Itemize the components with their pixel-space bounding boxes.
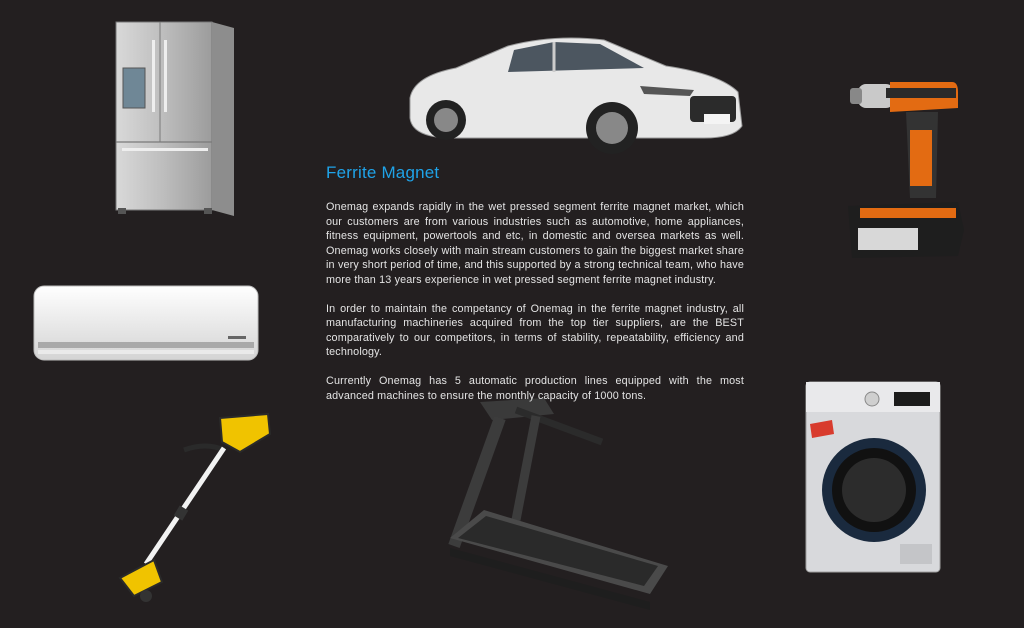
washing-machine-image	[804, 380, 942, 574]
refrigerator-image	[114, 18, 238, 218]
car-image	[404, 34, 746, 160]
air-conditioner-image	[32, 284, 260, 364]
section-title: Ferrite Magnet	[326, 163, 440, 182]
treadmill-image	[444, 398, 672, 610]
cordless-impact-driver-image	[846, 78, 970, 262]
capacity-paragraph: Currently Onemag has 5 automatic production lines equipped with the most advanced machines to ensure the monthly capacity of 1000 tons.	[326, 374, 744, 402]
intro-paragraph: Onemag expands rapidly in the wet pressed segment ferrite magnet market, which our customers are from various industries such as automotive, home appliances, fitness equipment, powertools and etc, in domestic and oversea markets as well. Onemag works closely with main stream customers to gain the biggest market share in very short period of time, and this supported by a strong technical team, who have more than 13 years experience in wet pressed segment ferrite magnet industry.	[326, 201, 744, 286]
string-trimmer-image	[112, 412, 274, 604]
machinery-paragraph: In order to maintain the competancy of Onemag in the ferrite magnet industry, all manufacturing machineries acquired from the top tier suppliers, are the BEST comparatively to our competitors, in terms of stability, repeatability, efficiency and technology.	[326, 302, 744, 359]
ferrite-magnet-section	[326, 163, 744, 417]
